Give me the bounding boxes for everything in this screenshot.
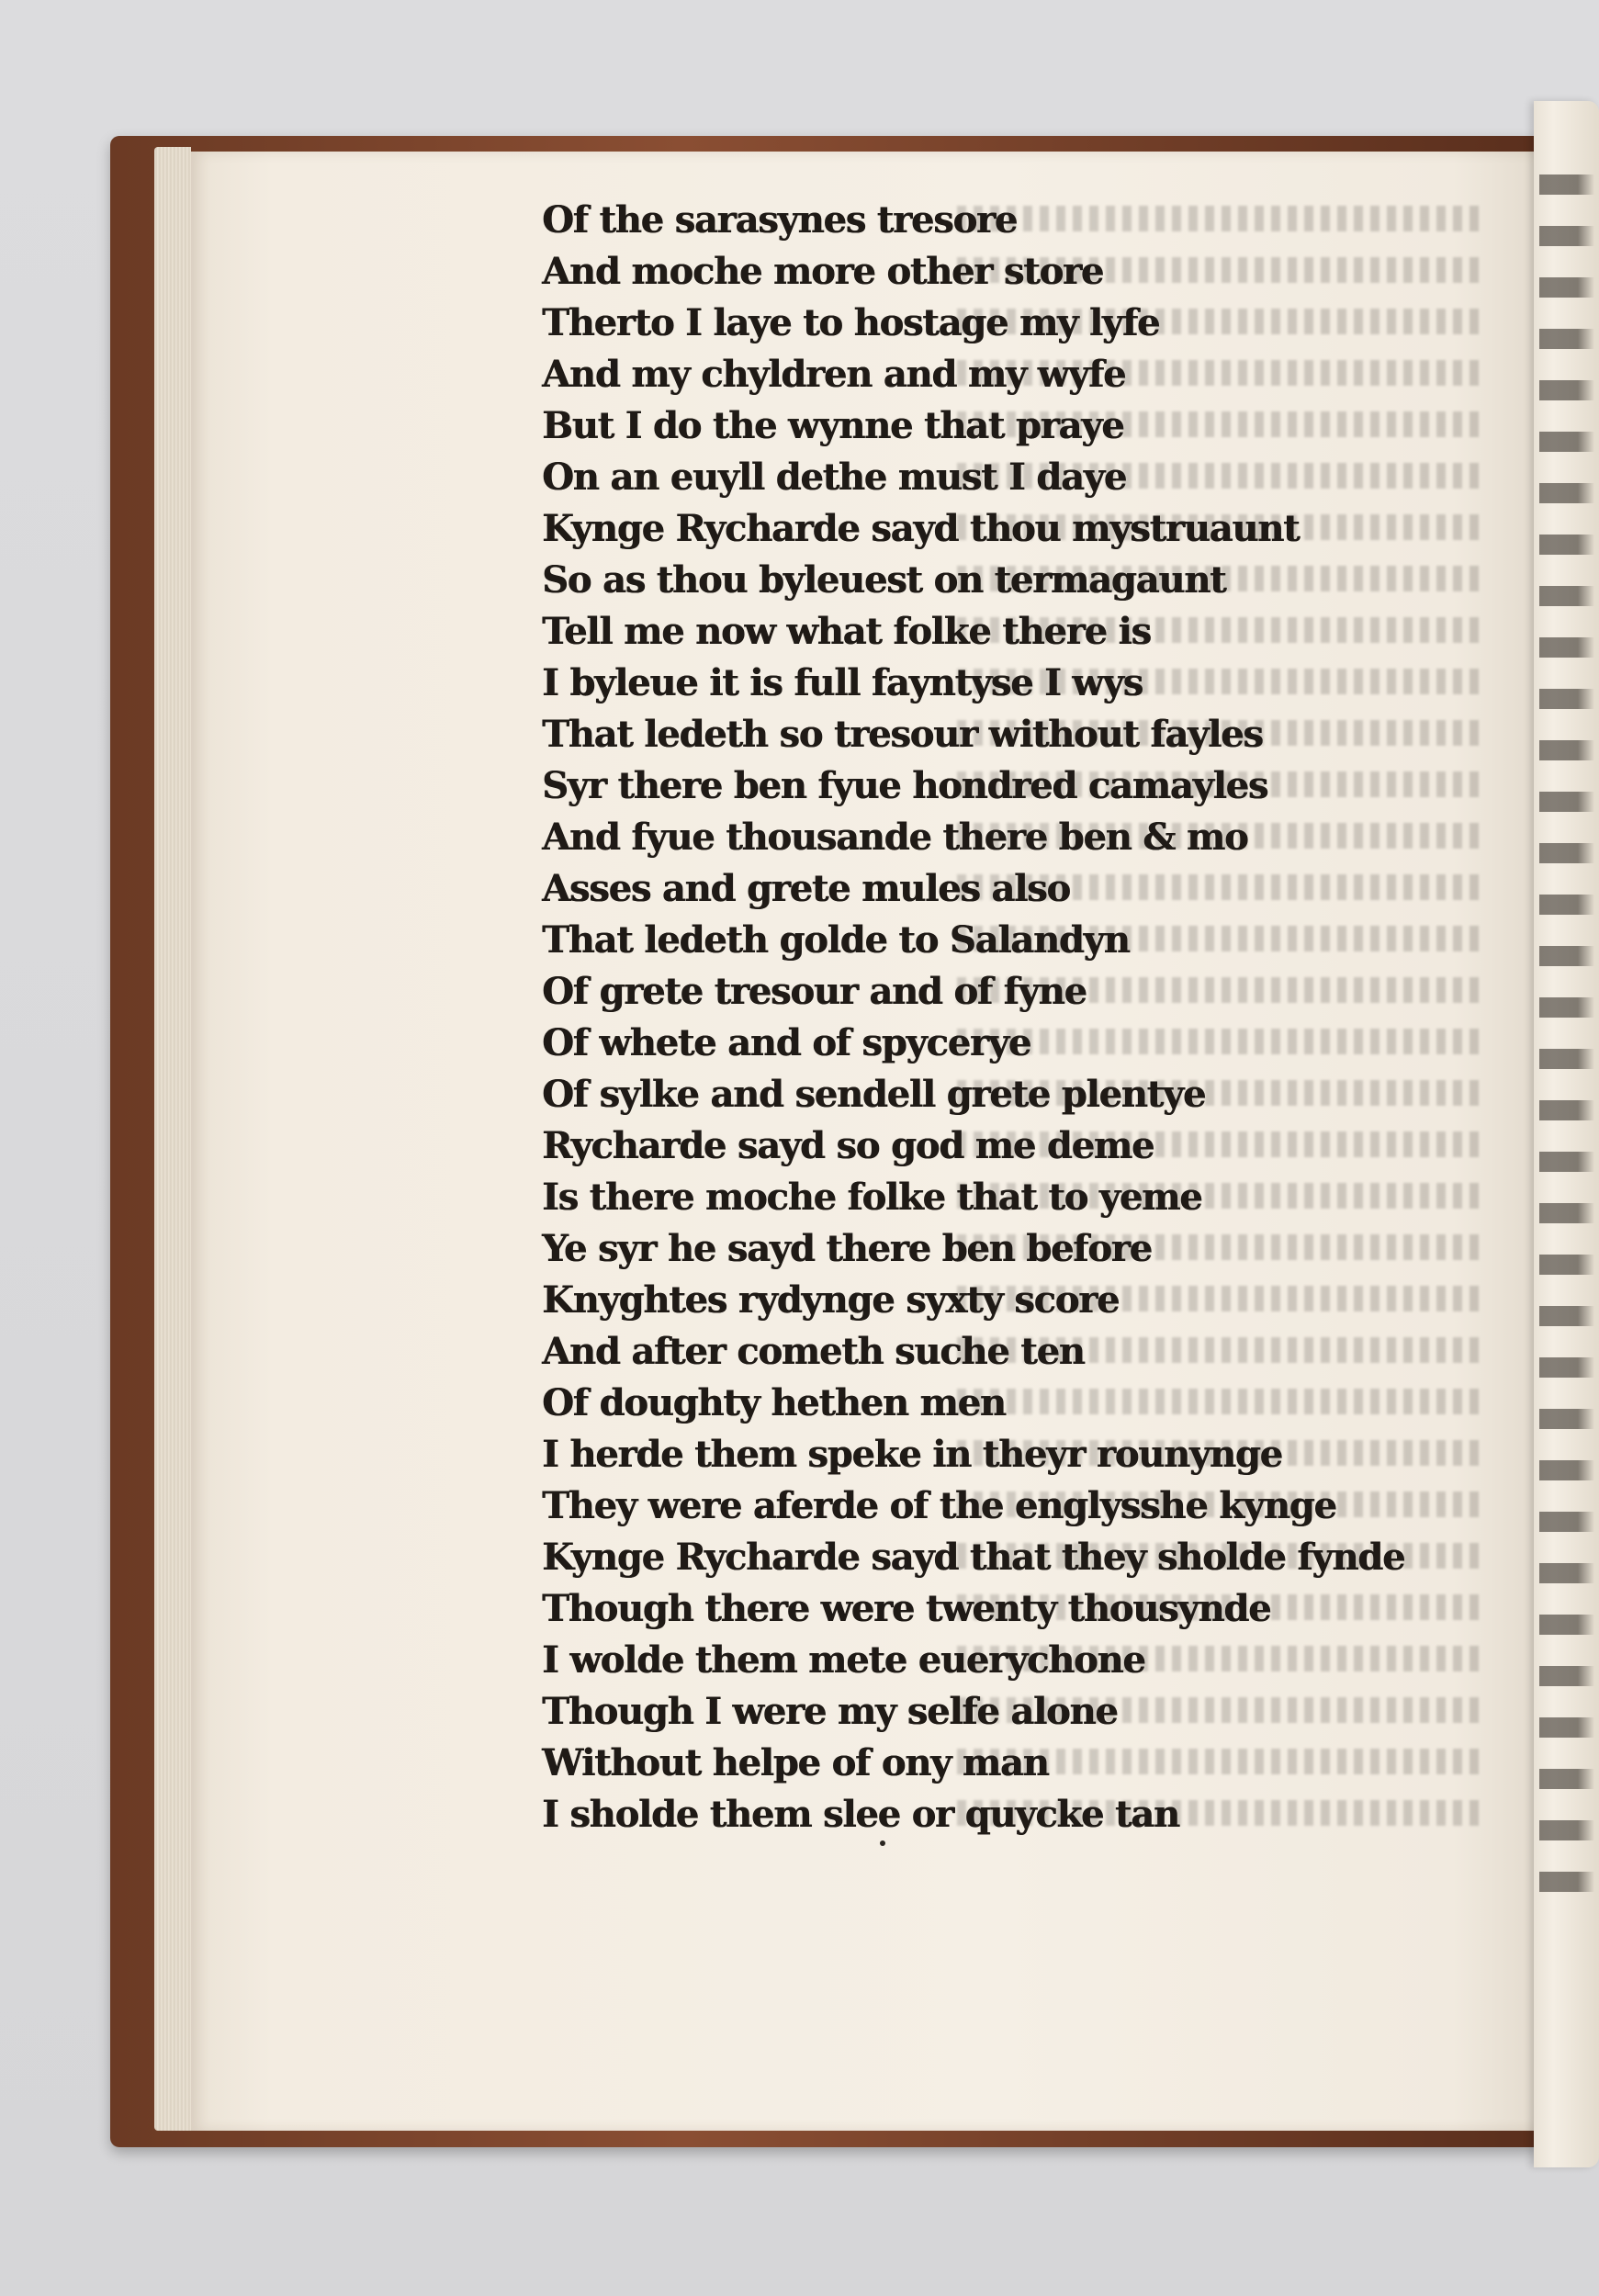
verse-line: Of doughty hethen men [542,1381,1006,1424]
verse-line: Of the sarasynes tresore [542,198,1018,242]
verse-line: I sholde them slee or quycke tan [542,1793,1179,1836]
verse-line: They were aferde of the englysshe kynge [542,1484,1336,1527]
verse-line: Though there were twenty thousynde [542,1587,1271,1630]
verse-line: Asses and grete mules also [542,867,1070,910]
printer-mark [880,1840,885,1846]
verse-line: Syr there ben fyue hondred camayles [542,764,1268,807]
verse-line: That ledeth so tresour without fayles [542,713,1263,756]
verse-line: I wolde them mete euerychone [542,1638,1145,1682]
verse-line: Ye syr he sayd there ben before [542,1227,1152,1270]
verse-line: Tell me now what folke there is [542,610,1151,653]
verse-line: Therto I laye to hostage my lyfe [542,301,1160,344]
verse-line: That ledeth golde to Salandyn [542,918,1130,962]
verse-line: Rycharde sayd so god me deme [542,1124,1154,1167]
verse-line: But I do the wynne that praye [542,404,1124,447]
verse-line: Kynge Rycharde sayd that they sholde fynde [542,1536,1405,1579]
verse-line: I herde them speke in theyr rounynge [542,1433,1282,1476]
verse-line: And fyue thousande there ben & mo [542,816,1248,859]
verse-line: Of whete and of spycerye [542,1021,1031,1064]
verse-line: So as thou byleuest on termagaunt [542,558,1226,602]
verse-line: And my chyldren and my wyfe [542,353,1126,396]
verse-line: And after cometh suche ten [542,1330,1085,1373]
verse-text [542,195,1404,1840]
verse-line: Is there moche folke that to yeme [542,1176,1202,1219]
verse-line: Without helpe of ony man [542,1741,1049,1784]
verse-line: Of sylke and sendell grete plentye [542,1073,1206,1116]
verse-line: Knyghtes rydynge syxty score [542,1278,1120,1322]
verse-line: Though I were my selfe alone [542,1690,1118,1733]
verse-line: Of grete tresour and of fyne [542,970,1087,1013]
facing-leaf-text [1539,174,1594,1919]
verse-line: On an euyll dethe must I daye [542,456,1126,499]
verse-line: I byleue it is full fayntyse I wys [542,661,1143,704]
verse-line: Kynge Rycharde sayd thou mystruaunt [542,507,1300,550]
verse-line: And moche more other store [542,250,1103,293]
page-edges [154,147,191,2131]
